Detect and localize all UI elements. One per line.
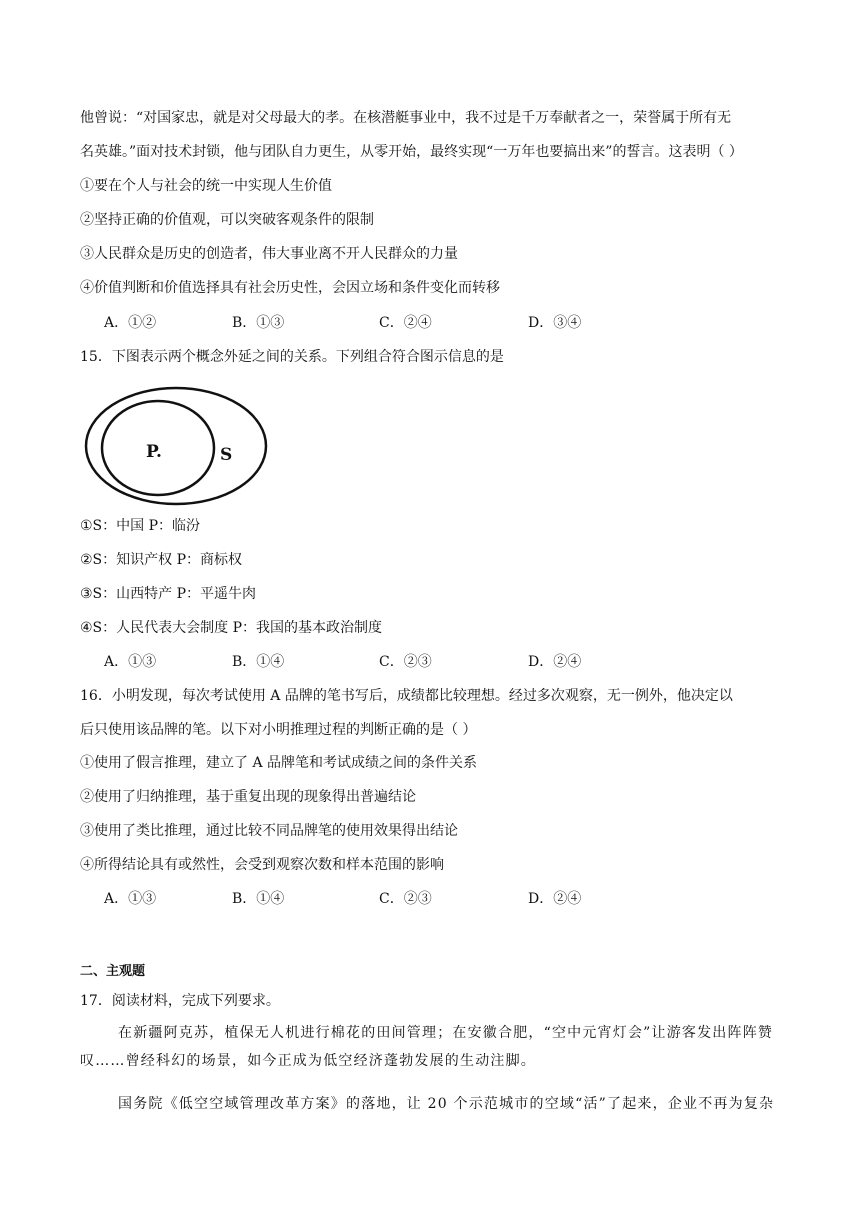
q15-statement-3: ③S：山西特产 P：平遥牛肉 <box>80 586 257 602</box>
q15-options <box>104 652 704 672</box>
q14-stem-line1: 他曾说：“对国家忠，就是对父母最大的孝。在核潜艇事业中，我不过是千万奉献者之一，荣誉属于所有无 <box>80 110 732 126</box>
q14-options <box>104 313 704 333</box>
label-p: P. <box>146 442 162 462</box>
label-s: S <box>220 445 233 465</box>
q14-option-b: B．①③ <box>232 315 285 331</box>
q15-option-a: A．①③ <box>104 654 157 670</box>
q16-statement-2: ②使用了归纳推理，基于重复出现的现象得出普遍结论 <box>80 789 416 805</box>
q16-option-c: C．②③ <box>379 891 432 907</box>
q16-statement-4: ④所得结论具有或然性，会受到观察次数和样本范围的影响 <box>80 857 444 873</box>
q14-option-c: C．②④ <box>379 315 432 331</box>
concept-relation-diagram <box>82 384 270 508</box>
q16-option-a: A．①③ <box>104 891 157 907</box>
q15-statement-2: ②S：知识产权 P：商标权 <box>80 552 243 568</box>
q16-statement-3: ③使用了类比推理，通过比较不同品牌笔的使用效果得出结论 <box>80 823 458 839</box>
q15-statement-1: ①S：中国 P：临汾 <box>80 518 201 534</box>
outer-circle-s <box>86 388 266 504</box>
q14-statement-4: ④价值判断和价值选择具有社会历史性，会因立场和条件变化而转移 <box>80 280 500 296</box>
q16-options <box>104 889 704 909</box>
q14-statement-1: ①要在个人与社会的统一中实现人生价值 <box>80 178 332 194</box>
q17-material-paragraph-1: 在新疆阿克苏，植保无人机进行棉花的田间管理；在安徽合肥，“空中元宵灯会”让游客发出阵阵赞叹……曾经科幻的场景，如今正成为低空经济蓬勃发展的生动注脚。 <box>80 1025 774 1069</box>
q15-option-b: B．①④ <box>232 654 285 670</box>
q14-option-a: A．①② <box>104 315 157 331</box>
q16-statement-1: ①使用了假言推理，建立了 A 品牌笔和考试成绩之间的条件关系 <box>80 755 478 771</box>
section-heading: 二、主观题 <box>80 964 146 979</box>
q15-option-c: C．②③ <box>379 654 432 670</box>
q14-statement-2: ②坚持正确的价值观，可以突破客观条件的限制 <box>80 212 374 228</box>
q17-stem: 17．阅读材料，完成下列要求。 <box>80 993 280 1009</box>
q15-stem: 15．下图表示两个概念外延之间的关系。下列组合符合图示信息的是 <box>80 349 504 365</box>
q17-material-paragraph-2: 国务院《低空空域管理改革方案》的落地，让 20 个示范城市的空域“活”了起来，企业不再为复杂 <box>118 1096 775 1112</box>
q15-statement-4: ④S：人民代表大会制度 P：我国的基本政治制度 <box>80 620 383 636</box>
q16-stem-line1: 16．小明发现，每次考试使用 A 品牌的笔书写后，成绩都比较理想。经过多次观察，无一例外，他决定以 <box>80 688 733 704</box>
q14-option-d: D．③④ <box>528 315 582 331</box>
q14-statement-3: ③人民群众是历史的创造者，伟大事业离不开人民群众的力量 <box>80 246 458 262</box>
q16-option-b: B．①④ <box>232 891 285 907</box>
q16-stem-line2: 后只使用该品牌的笔。以下对小明推理过程的判断正确的是（ ） <box>80 722 477 738</box>
q15-option-d: D．②④ <box>528 654 582 670</box>
q16-option-d: D．②④ <box>528 891 582 907</box>
q14-stem-line2: 名英雄。”面对技术封锁，他与团队自力更生，从零开始，最终实现“一万年也要搞出来”的誓言。这表明（ ） <box>80 144 743 160</box>
